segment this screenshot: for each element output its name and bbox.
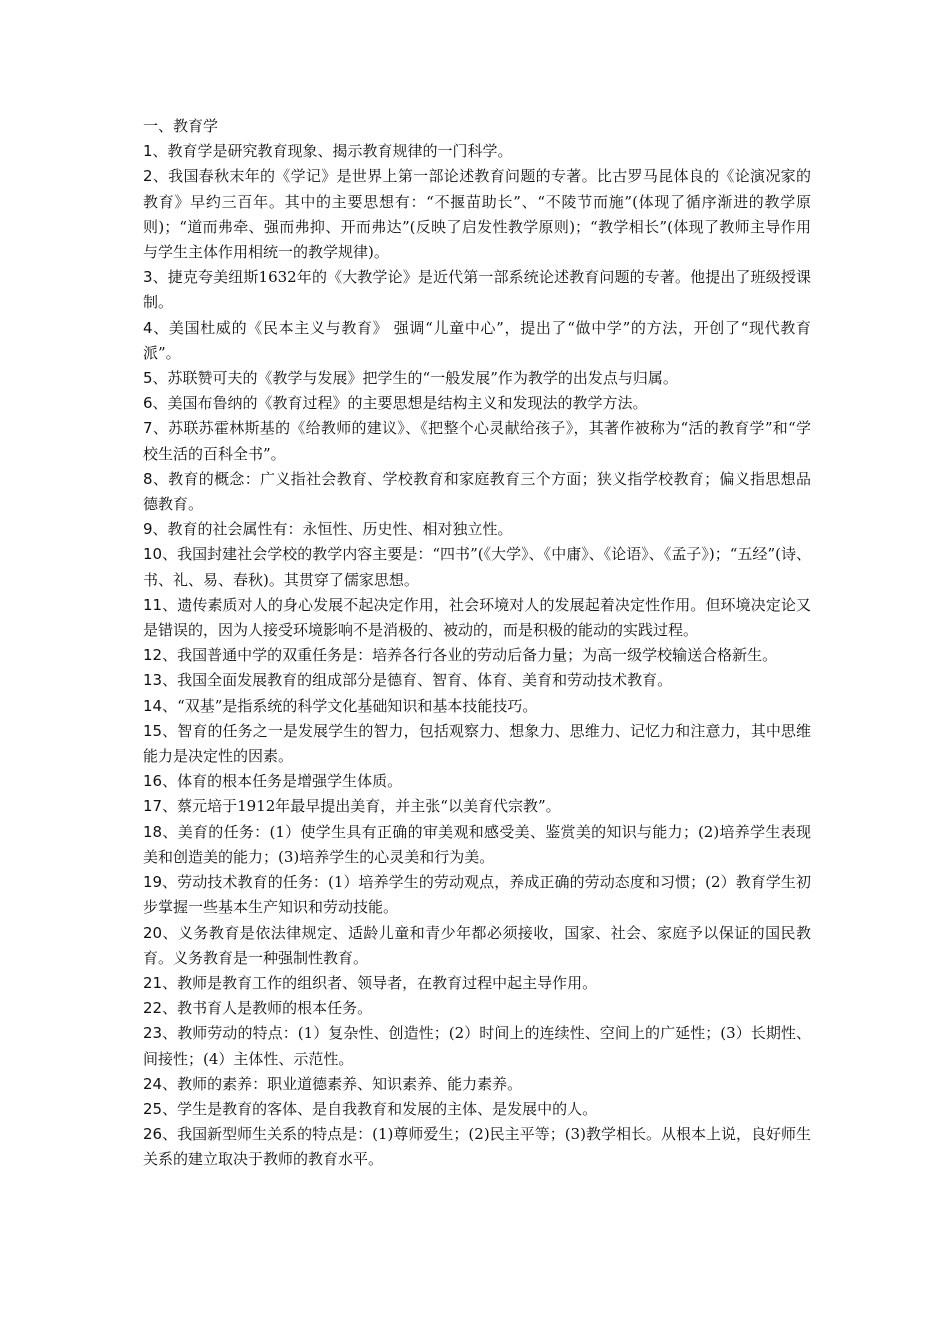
list-item (143, 643, 811, 668)
item-text: 教书育人是教师的根本任务。 (177, 999, 373, 1018)
list-item (143, 694, 811, 719)
list-item (143, 391, 811, 416)
list-item (143, 416, 811, 466)
list-item (143, 164, 811, 265)
item-number: 7、 (143, 419, 169, 438)
item-number: 19、 (143, 873, 178, 892)
item-text: 智育的任务之一是发展学生的智力，包括观察力、想象力、思维力、记忆力和注意力，其中思维能力是决定性的因素。 (143, 721, 811, 766)
item-text: 遗传素质对人的身心发展不起决定作用，社会环境对人的发展起着决定性作用。但环境决定论又是错误的，因为人接受环境影响不是消极的、被动的，而是积极的能动的实践过程。 (143, 595, 811, 640)
item-number: 14、 (143, 696, 178, 715)
list-item (143, 921, 811, 971)
item-text: 劳动技术教育的任务：(1）培养学生的劳动观点，养成正确的劳动态度和习惯；(2）教育学生初步掌握一些基本生产知识和劳动技能。 (143, 873, 812, 917)
item-text: 体育的根本任务是增强学生体质。 (177, 772, 403, 791)
item-text: 义务教育是依法律规定、适龄儿童和青少年都必须接收，国家、社会、家庭予以保证的国民教育。义务教育是一种强制性教育。 (143, 923, 811, 967)
item-number: 3、 (143, 268, 168, 287)
item-text: 我国封建社会学校的教学内容主要是：“四书”(《大学》、《中庸》、《论语》、《孟子》)；“五经”(诗、书、礼、易、春秋)。其贯穿了儒家思想。 (143, 545, 811, 589)
item-text: 学生是教育的客体、是自我教育和发展的主体、是发展中的人。 (177, 1099, 598, 1118)
list-item (143, 719, 811, 769)
section-heading: 一、教育学 (143, 117, 219, 135)
item-number: 11、 (143, 595, 178, 614)
item-text: 我国新型师生关系的特点是：(1)尊师爱生；(2)民主平等；(3)教学相长。从根本上说，良好师生关系的建立取决于教师的教育水平。 (143, 1125, 812, 1169)
list-item (143, 467, 811, 517)
list-item (143, 769, 811, 794)
item-number: 12、 (143, 646, 178, 665)
document-page (143, 114, 811, 1173)
item-text: 教育的概念：广义指社会教育、学校教育和家庭教育三个方面；狭义指学校教育；偏义指思想品德教育。 (143, 469, 811, 514)
item-text: 我国普通中学的双重任务是：培养各行各业的劳动后备力量；为高一级学校输送合格新生。 (177, 646, 778, 665)
list-item (143, 139, 811, 164)
item-number: 21、 (143, 973, 178, 992)
list-item (143, 593, 811, 643)
item-number: 5、 (143, 369, 168, 388)
item-number: 1、 (143, 142, 168, 161)
item-text: 蔡元培于1912年最早提出美育，并主张“以美育代宗教”。 (177, 797, 561, 816)
list-item (143, 1097, 811, 1122)
list-item (143, 316, 811, 366)
item-number: 26、 (143, 1125, 178, 1144)
item-number: 24、 (143, 1074, 178, 1093)
list-item (143, 1072, 811, 1097)
item-text: 教育的社会属性有：永恒性、历史性、相对独立性。 (167, 520, 513, 539)
list-item (143, 820, 811, 870)
item-number: 8、 (143, 469, 169, 488)
item-number: 23、 (143, 1024, 178, 1043)
item-text: 教师劳动的特点：(1）复杂性、创造性；(2）时间上的连续性、空间上的广延性；(3）长期性、间接性；(4）主体性、示范性。 (143, 1024, 811, 1068)
item-text: 教师是教育工作的组织者、领导者，在教育过程中起主导作用。 (177, 973, 598, 992)
item-text: 美国布鲁纳的《教育过程》的主要思想是结构主义和发现法的教学方法。 (167, 394, 648, 413)
item-number: 2、 (143, 167, 169, 186)
item-number: 4、 (143, 318, 169, 337)
item-number: 16、 (143, 772, 178, 791)
list-item (143, 1021, 811, 1071)
item-list (143, 139, 811, 1172)
item-text: 苏联苏霍林斯基的《给教师的建议》、《把整个心灵献给孩子》，其著作被称为“活的教育学”和“学校生活的百科全书”。 (143, 419, 811, 463)
list-item (143, 1122, 811, 1172)
list-item (143, 996, 811, 1021)
item-number: 17、 (143, 797, 178, 816)
item-number: 18、 (143, 822, 178, 841)
list-item (143, 366, 811, 391)
item-text: “双基”是指系统的科学文化基础知识和基本技能技巧。 (177, 696, 538, 715)
item-text: 我国全面发展教育的组成部分是德育、智育、体育、美育和劳动技术教育。 (177, 671, 673, 690)
list-item (143, 870, 811, 920)
item-text: 美国杜威的《民本主义与教育》 强调“儿童中心”，提出了“做中学”的方法，开创了“现代教育派”。 (143, 318, 812, 362)
list-item (143, 794, 811, 819)
list-item (143, 668, 811, 693)
list-item (143, 265, 811, 315)
item-number: 9、 (143, 520, 168, 539)
list-item (143, 517, 811, 542)
item-number: 20、 (143, 923, 178, 942)
item-text: 教师的素养：职业道德素养、知识素养、能力素养。 (177, 1074, 523, 1093)
item-number: 13、 (143, 671, 178, 690)
item-text: 苏联赞可夫的《教学与发展》把学生的“一般发展”作为教学的出发点与归属。 (167, 369, 678, 388)
item-text: 教育学是研究教育现象、揭示教育规律的一门科学。 (167, 142, 513, 161)
item-number: 6、 (143, 394, 168, 413)
item-text: 捷克夸美纽斯1632年的《大教学论》是近代第一部系统论述教育问题的专著。他提出了班级授课制。 (143, 268, 811, 312)
list-item (143, 542, 811, 592)
item-number: 25、 (143, 1099, 178, 1118)
list-item (143, 971, 811, 996)
item-number: 22、 (143, 999, 178, 1018)
item-number: 10、 (143, 545, 178, 564)
item-text: 美育的任务：(1）使学生具有正确的审美观和感受美、鉴赏美的知识与能力；(2)培养学生表现美和创造美的能力；(3)培养学生的心灵美和行为美。 (143, 822, 811, 866)
item-text: 我国春秋末年的《学记》是世界上第一部论述教育问题的专著。比古罗马昆体良的《论演况家的教育》早约三百年。其中的主要思想有：“不揠苗助长”、“不陵节而施”(体现了循序渐进的教学原则)；“道而弗牵、强而弗抑、开而弗达”(反映了启发性教学原则)；“教学相长”(体现了教师主导作用与学生主体作用相统一的教学规律)。 (143, 167, 811, 262)
item-number: 15、 (143, 721, 178, 740)
